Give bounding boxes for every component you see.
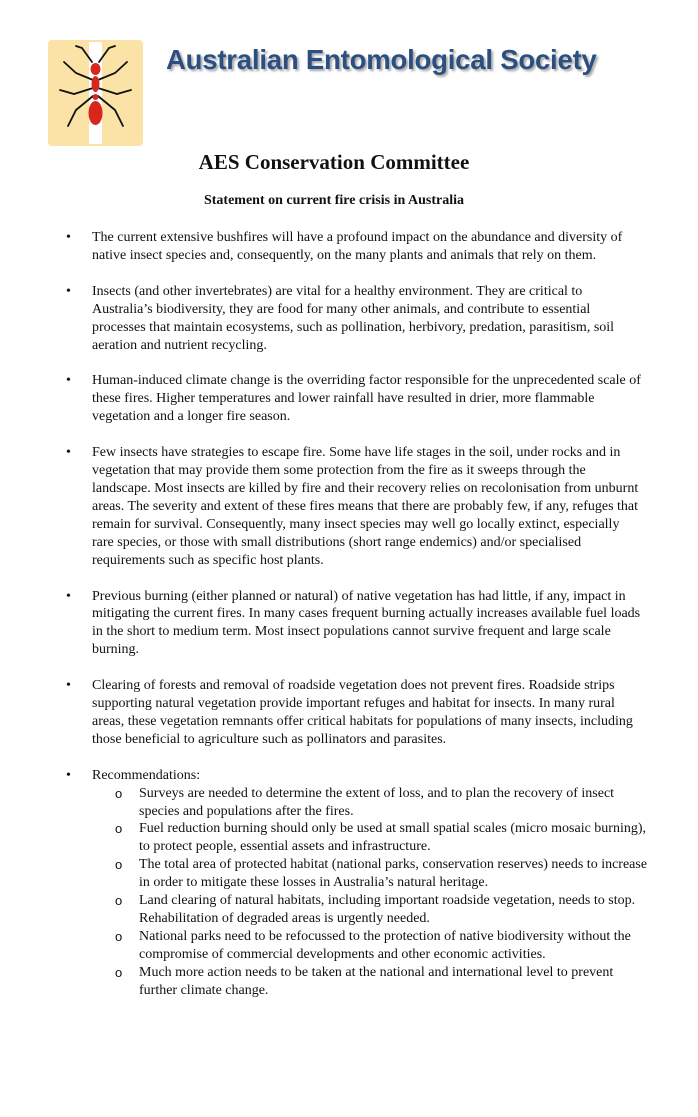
recommendations-label: Recommendations:	[92, 767, 201, 783]
page-subtitle: Statement on current fire crisis in Australia	[203, 193, 464, 208]
circle-bullet-icon: o	[115, 785, 123, 801]
bullet-icon: •	[66, 767, 71, 783]
bullet-icon: •	[66, 588, 71, 604]
circle-bullet-icon: o	[115, 893, 123, 909]
sub-list-item	[92, 856, 652, 892]
list-item-text: The current extensive bushfires will have a profound impact on the abundance and diversity of native insect species and, consequently, on the many plants and animals that rely on them.	[92, 230, 623, 263]
society-name: Australian Entomological Society	[166, 44, 597, 75]
sub-list-item	[92, 892, 652, 928]
list-item	[0, 588, 698, 660]
page-title: AES Conservation Committee	[198, 150, 470, 174]
list-item-text: Previous burning (either planned or natural) of native vegetation has had little, if any, impact in mitigating the current fires. In many cases frequent burning actually increases available fuel loads in the short to medium term. Most insect populations cannot survive frequent and large scale burning.	[92, 588, 641, 658]
list-item	[0, 372, 698, 426]
list-item	[0, 229, 698, 265]
sub-list-item	[92, 964, 652, 1000]
sub-list-item	[92, 928, 652, 964]
sub-list-item-text: The total area of protected habitat (national parks, conservation reserves) needs to increase in order to mitigate these losses in Australia’s natural heritage.	[139, 857, 648, 891]
circle-bullet-icon: o	[115, 821, 123, 837]
list-item	[0, 283, 698, 355]
circle-bullet-icon: o	[115, 857, 123, 873]
bullet-icon: •	[66, 230, 71, 245]
sub-list-item-text: National parks need to be refocussed to the protection of native biodiversity without the compromise of commercial developments and other economic activities.	[139, 928, 631, 962]
statement-list	[0, 229, 698, 1018]
sub-list-item-text: Fuel reduction burning should only be used at small spatial scales (micro mosaic burning), to protect people, essential assets and infrastructure.	[139, 821, 647, 855]
sub-list-item-text: Land clearing of natural habitats, including important roadside vegetation, needs to stop. Rehabilitation of degraded areas is urgently needed.	[139, 893, 636, 926]
sub-list-item	[92, 820, 652, 856]
circle-bullet-icon: o	[115, 928, 123, 944]
bullet-icon: •	[66, 678, 71, 694]
sub-list-item	[92, 785, 652, 821]
list-item-text: Clearing of forests and removal of roadside vegetation does not prevent fires. Roadside strips supporting natural vegetation provide important refuges and habitat for insects. In many rural areas, these vegetation remnants offer critical habitats for populations of many insects, including those beneficial to agriculture such as pollinators and parasites.	[92, 678, 633, 747]
ant-icon	[48, 40, 143, 146]
recommendations-list	[92, 785, 648, 1000]
bullet-icon: •	[66, 373, 71, 389]
list-item	[0, 444, 698, 569]
recommendations-item	[0, 767, 698, 1000]
bullet-icon: •	[66, 445, 71, 461]
list-item-text: Few insects have strategies to escape fire. Some have life stages in the soil, under rocks and in vegetation that may provide them some protection from the fire as it sweeps through the landscape. Most insects are killed by fire and their recovery relies on recolonisation from unburnt areas. The severity and extent of these fires means that there are probably few, if any, refuges that remain for survival. Consequently, many insect species may well go locally extinct, especially rare species, or those with small distributions (short range endemics) and/or specialised requirements such as specific host plants.	[92, 445, 639, 568]
list-item-text: Human-induced climate change is the overriding factor responsible for the unprecedented scale of these fires. Higher temperatures and lower rainfall have resulted in drier, more flammable vegetation and a longer fire season.	[92, 373, 641, 425]
circle-bullet-icon: o	[115, 964, 123, 980]
sub-list-item-text: Surveys are needed to determine the extent of loss, and to plan the recovery of insect species and populations after the fires.	[139, 785, 615, 819]
list-item	[0, 677, 698, 749]
bullet-icon: •	[66, 283, 71, 299]
list-item-text: Insects (and other invertebrates) are vital for a healthy environment. They are critical to Australia’s biodiversity, they are food for many other animals, and contribute to essential processes that maintain ecosystems, such as pollination, herbivory, predation, parasitism, soil aeration and nutrient recycling.	[92, 283, 615, 353]
sub-list-item-text: Much more action needs to be taken at the national and international level to prevent further climate change.	[139, 964, 614, 998]
society-logo	[48, 40, 143, 146]
